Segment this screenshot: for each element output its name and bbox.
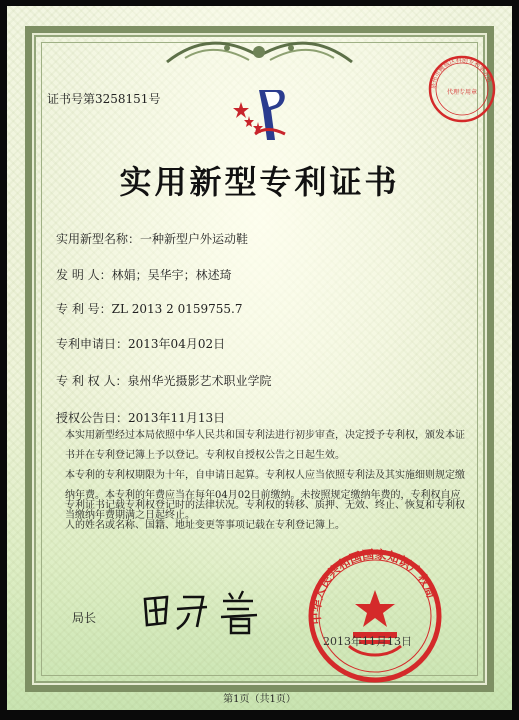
director-label: 局长 [72,611,97,625]
field-label: 发 明 人： [56,268,112,282]
document-title: 实用新型专利证书 [119,163,400,201]
field-value: 泉州华光摄影艺术职业学院 [127,374,272,388]
field-utility-name [56,230,248,247]
svg-text:泉州市鲤城区科创专利事务所 [429,56,494,89]
field-inventor [56,266,232,283]
certificate-paper [7,6,512,710]
paragraph-grant: 本实用新型经过本局依照中华人民共和国专利法进行初步审查，决定授予专利权，颁发本证书并在专利登记簿上予以登记。专利权自授权公告之日起生效。 [65,430,465,461]
agency-seal-icon [427,54,497,124]
certificate-number: 证书号第3258151号 [47,92,161,106]
director-signature [137,583,297,637]
page-footer: 第1页（共1页） [223,694,296,705]
field-label: 专 利 号： [56,302,112,316]
paragraph-term: 本专利的专利权期限为十年，自申请日起算。专利权人应当依照专利法及其实施细则规定缴纳年费。本专利的年费应当在每年04月02日前缴纳。未按照规定缴纳年费的，专利权自应当缴纳年费期满之日起终止。 [65,470,465,521]
field-value: ZL 2013 2 0159755.7 [111,302,243,316]
field-application-date [56,335,225,352]
field-patent-number [56,300,242,317]
top-ornament [157,34,362,70]
office-seal-icon [305,546,445,686]
field-label: 专 利 权 人： [56,374,128,388]
patent-office-logo-icon [231,84,291,144]
field-label: 专利申请日： [56,337,129,351]
office-seal-text: 中华人民共和国国家知识产权局 [308,547,439,626]
field-value: 林娟；吴华宇；林述琦 [111,268,232,282]
field-value: 2013年11月13日 [128,411,226,425]
field-value: 一种新型户外运动鞋 [140,232,249,246]
paragraph-record: 专利证书记载专利权登记时的法律状况。专利权的转移、质押、无效、终止、恢复和专利权人的姓名或名称、国籍、地址变更等事项记载在专利登记簿上。 [65,500,465,531]
field-label: 授权公告日： [56,411,129,425]
field-grant-date [56,409,225,426]
field-label: 实用新型名称： [56,232,141,246]
agency-seal-center: 代理专用章 [446,89,478,96]
field-value: 2013年04月02日 [128,337,226,351]
agency-seal-text: 泉州市鲤城区科创专利事务所 [429,56,494,90]
field-patentee [56,372,271,389]
seal-date: 2013年11月13日 [323,635,412,648]
